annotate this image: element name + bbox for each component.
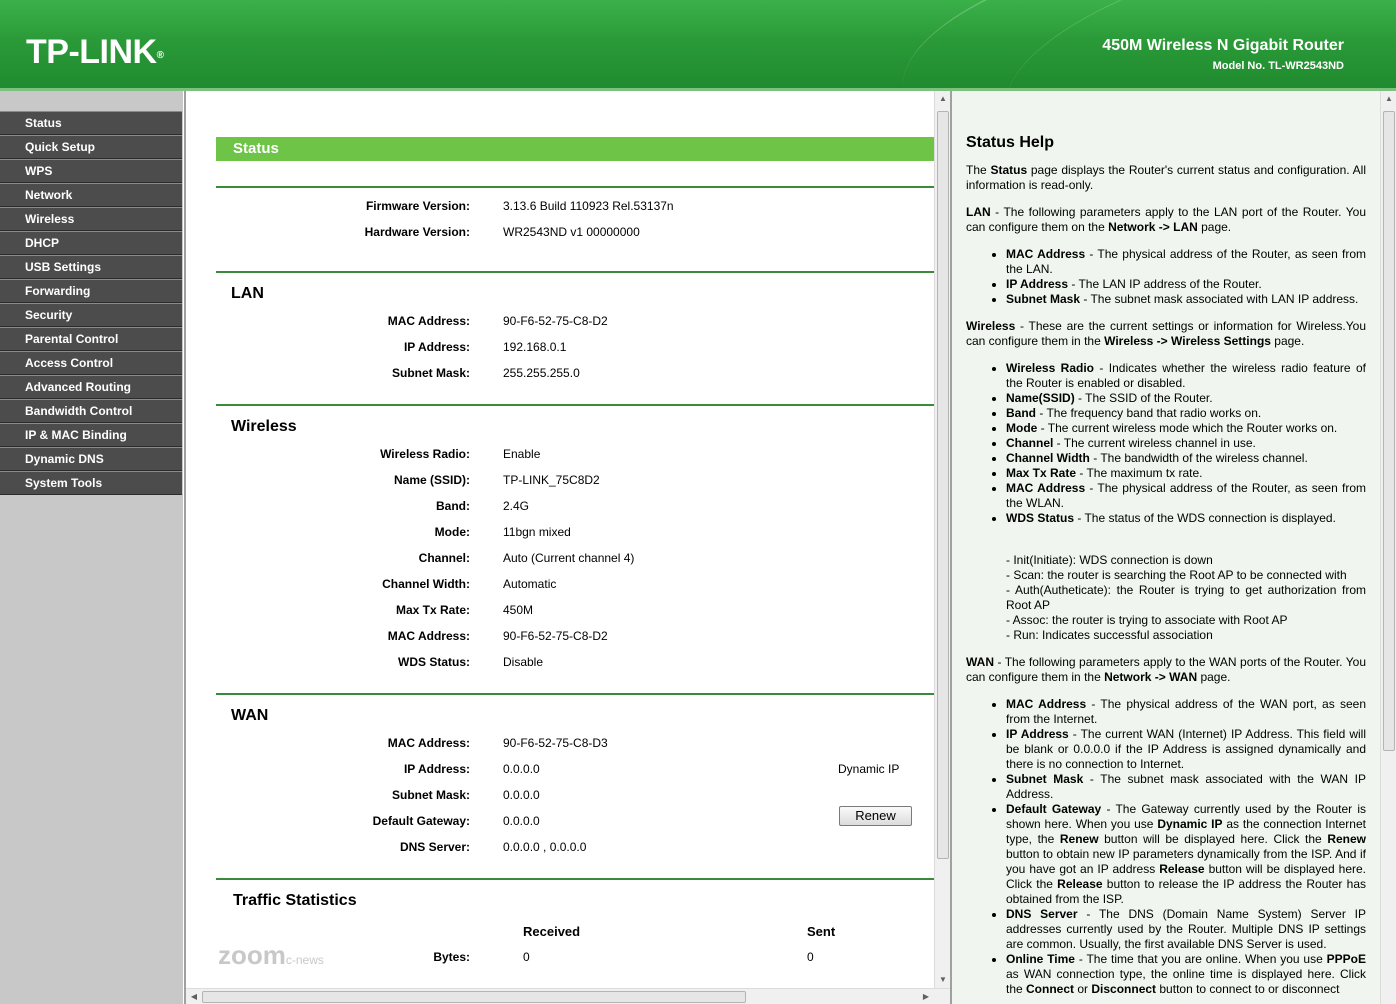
traffic-bytes-label: Bytes:	[433, 950, 470, 964]
wireless-row	[216, 499, 934, 525]
lan-mac-label: MAC Address:	[387, 314, 470, 328]
sidebar-item-wps[interactable]: WPS	[0, 159, 182, 183]
wan-mac-label: MAC Address:	[387, 736, 470, 750]
lan-row	[216, 366, 934, 392]
help-list-item: • Subnet Mask - The subnet mask associated with LAN IP address.	[1006, 292, 1366, 307]
lan-row	[216, 314, 934, 340]
wan-ip-label: IP Address:	[403, 762, 470, 776]
help-wds-state: - Assoc: the router is trying to associate with Root AP	[1006, 613, 1288, 627]
sidebar-item-dhcp[interactable]: DHCP	[0, 231, 182, 255]
hardware-label: Hardware Version:	[364, 225, 470, 239]
help-list-item: • Band - The frequency band that radio works on.	[1006, 406, 1366, 421]
firmware-value: 3.13.6 Build 110923 Rel.53137n	[503, 199, 674, 213]
lan-subnet-label: Subnet Mask:	[391, 366, 470, 380]
wan-row	[216, 762, 934, 788]
traffic-received-header: Received	[523, 924, 581, 939]
scroll-down-arrow-icon[interactable]: ▼	[939, 975, 947, 984]
page-title: Status	[216, 137, 934, 161]
wan-subnet-value: 0.0.0.0	[503, 788, 540, 802]
help-vertical-scrollbar[interactable]	[1380, 91, 1396, 1004]
bytes-received-value: 0	[523, 950, 530, 964]
help-list-item: • WDS Status - The status of the WDS connection is displayed.	[1006, 511, 1366, 526]
sidebar-menu	[0, 91, 183, 1004]
wireless-row	[216, 629, 934, 655]
help-list-item: • Online Time - The time that you are online. When you use PPPoE as WAN connection type, the online time is displayed here. Click the Connect or Disconnect button to connect to or disconnect	[1006, 952, 1366, 997]
help-wds-state: - Auth(Autheticate): the Router is trying to get authorization from Root AP	[1006, 583, 1366, 612]
zoom-watermark	[218, 940, 324, 971]
ssid-label: Name (SSID):	[393, 473, 470, 487]
help-frame	[950, 91, 1396, 1004]
traffic-section-title: Traffic Statistics	[233, 892, 357, 909]
sidebar-item-network[interactable]: Network	[0, 183, 182, 207]
help-list-item: • IP Address - The current WAN (Internet) IP Address. This field will be blank or 0.0.0.0 if the IP Address is assigned dynamically and there is no connection to Internet.	[1006, 727, 1366, 772]
sidebar-item-quick-setup[interactable]: Quick Setup	[0, 135, 182, 159]
sidebar-item-dynamic-dns[interactable]: Dynamic DNS	[0, 447, 182, 471]
wan-row	[216, 808, 934, 840]
bytes-sent-value: 0	[807, 950, 814, 964]
help-list-item: • DNS Server - The DNS (Domain Name System) Server IP addresses currently used by the Router. Multiple DNS IP settings are common. Usually, the first available DNS Server is used.	[1006, 907, 1366, 952]
wireless-mac-value: 90-F6-52-75-C8-D2	[503, 629, 608, 643]
sidebar-item-advanced-routing[interactable]: Advanced Routing	[0, 375, 182, 399]
connection-type: Dynamic IP	[838, 762, 900, 776]
sidebar-item-forwarding[interactable]: Forwarding	[0, 279, 182, 303]
help-wan-list	[1006, 697, 1366, 997]
wan-gateway-value: 0.0.0.0	[503, 814, 540, 828]
sidebar-item-wireless[interactable]: Wireless	[0, 207, 182, 231]
help-list-item: • Name(SSID) - The SSID of the Router.	[1006, 391, 1366, 406]
sidebar-item-security[interactable]: Security	[0, 303, 182, 327]
sidebar-item-parental-control[interactable]: Parental Control	[0, 327, 182, 351]
wireless-section-title: Wireless	[231, 418, 297, 435]
wds-status-value: Disable	[503, 655, 544, 669]
lan-row	[216, 340, 934, 366]
sidebar-item-system-tools[interactable]: System Tools	[0, 471, 182, 495]
scroll-right-arrow-icon[interactable]: ▶	[922, 992, 930, 1001]
wireless-row	[216, 525, 934, 551]
hardware-value: WR2543ND v1 00000000	[503, 225, 640, 239]
sidebar-item-bandwidth-control[interactable]: Bandwidth Control	[0, 399, 182, 423]
help-wds-state: - Run: Indicates successful association	[1006, 628, 1213, 642]
traffic-sent-header: Sent	[807, 924, 836, 939]
model-number: Model No. TL-WR2543ND	[1212, 60, 1344, 72]
wireless-row	[216, 447, 934, 473]
main-frame	[184, 91, 950, 1004]
wireless-mac-label: MAC Address:	[387, 629, 470, 643]
help-list-item: • Wireless Radio - Indicates whether the wireless radio feature of the Router is enabled or disabled.	[1006, 361, 1366, 391]
wireless-row	[216, 577, 934, 603]
help-wan-intro: WAN - The following parameters apply to the WAN ports of the Router. You can configure them in the Network -> WAN page.	[966, 655, 1366, 684]
sidebar-item-access-control[interactable]: Access Control	[0, 351, 182, 375]
help-list-item: • Subnet Mask - The subnet mask associated with the WAN IP Address.	[1006, 772, 1366, 802]
help-lan-list	[1006, 247, 1366, 307]
scroll-thumb[interactable]	[202, 991, 746, 1003]
registered-mark: ®	[156, 50, 164, 61]
wireless-row	[216, 655, 934, 681]
help-list-item: • Channel - The current wireless channel in use.	[1006, 436, 1366, 451]
wireless-row	[216, 551, 934, 577]
help-wds-state: - Init(Initiate): WDS connection is down	[1006, 553, 1213, 567]
wds-status-label: WDS Status:	[398, 655, 470, 669]
help-list-item: • MAC Address - The physical address of the WAN port, as seen from the Internet.	[1006, 697, 1366, 727]
sidebar-item-ip-mac-binding[interactable]: IP & MAC Binding	[0, 423, 182, 447]
wan-mac-value: 90-F6-52-75-C8-D3	[503, 736, 608, 750]
wan-subnet-label: Subnet Mask:	[391, 788, 470, 802]
scroll-left-arrow-icon[interactable]: ◀	[190, 992, 198, 1001]
scroll-up-arrow-icon[interactable]: ▲	[939, 94, 947, 103]
help-lan-intro: LAN - The following parameters apply to the LAN port of the Router. You can configure them on the Network -> LAN page.	[966, 205, 1366, 234]
mode-value: 11bgn mixed	[503, 525, 571, 539]
band-value: 2.4G	[503, 499, 530, 513]
wan-row	[216, 840, 934, 866]
channel-width-value: Automatic	[503, 577, 557, 591]
wan-section-title: WAN	[231, 707, 269, 724]
sidebar-item-usb-settings[interactable]: USB Settings	[0, 255, 182, 279]
tp-link-logo	[26, 34, 163, 70]
mode-label: Mode:	[434, 525, 470, 539]
wan-dns-value: 0.0.0.0 , 0.0.0.0	[503, 840, 587, 854]
scroll-up-arrow-icon[interactable]: ▲	[1385, 94, 1393, 103]
main-vertical-scrollbar[interactable]	[934, 91, 950, 988]
watermark-sub: c-news	[285, 953, 324, 967]
wan-row	[216, 736, 934, 762]
scroll-thumb[interactable]	[937, 111, 949, 859]
help-list-item: • Default Gateway - The Gateway currently used by the Router is shown here. When you use Dynamic IP as the connection Internet type, the Renew button will be displayed here. Click the Renew button to obtain new IP parameters dynamically from the ISP. And if you have got an IP address Release button will be displayed here. Click the Release button to release the IP address the Router has obtained from the ISP.	[1006, 802, 1366, 907]
firmware-row	[216, 199, 934, 225]
help-list-item: • Channel Width - The bandwidth of the wireless channel.	[1006, 451, 1366, 466]
wan-ip-value: 0.0.0.0	[503, 762, 540, 776]
sidebar-item-status[interactable]: Status	[0, 111, 182, 135]
lan-mac-value: 90-F6-52-75-C8-D2	[503, 314, 608, 328]
watermark-text: zoom	[218, 940, 286, 970]
product-name: 450M Wireless N Gigabit Router	[1102, 37, 1344, 54]
header-banner	[0, 0, 1396, 90]
band-label: Band:	[436, 499, 470, 513]
lan-ip-label: IP Address:	[403, 340, 470, 354]
help-wds-state: - Scan: the router is searching the Root AP to be connected with	[1006, 568, 1347, 582]
wan-dns-label: DNS Server:	[399, 840, 470, 854]
wireless-radio-label: Wireless Radio:	[380, 447, 470, 461]
firmware-label: Firmware Version:	[365, 199, 470, 213]
help-list-item: • MAC Address - The physical address of the Router, as seen from the LAN.	[1006, 247, 1366, 277]
help-list-item: • Max Tx Rate - The maximum tx rate.	[1006, 466, 1366, 481]
help-title: Status Help	[966, 134, 1055, 151]
help-list-item: • IP Address - The LAN IP address of the Router.	[1006, 277, 1366, 292]
help-wireless-list	[1006, 361, 1366, 526]
scroll-thumb[interactable]	[1383, 111, 1395, 751]
lan-subnet-value: 255.255.255.0	[503, 366, 580, 380]
help-wds-states	[1006, 538, 1366, 643]
help-wireless-intro: Wireless - These are the current settings or information for Wireless.You can configure them in the Wireless -> Wireless Settings page.	[966, 319, 1366, 348]
max-tx-rate-label: Max Tx Rate:	[395, 603, 470, 617]
ssid-value: TP-LINK_75C8D2	[503, 473, 600, 487]
wan-gateway-label: Default Gateway:	[372, 814, 470, 828]
logo-text: TP-LINK	[26, 33, 157, 71]
wireless-row	[216, 603, 934, 629]
wireless-row	[216, 473, 934, 499]
max-tx-rate-value: 450M	[503, 603, 534, 617]
main-horizontal-scrollbar[interactable]	[186, 988, 950, 1004]
wireless-radio-value: Enable	[503, 447, 541, 461]
channel-width-label: Channel Width:	[382, 577, 470, 591]
help-intro: The Status page displays the Router's current status and configuration. All information is read-only.	[966, 163, 1367, 192]
wan-row	[216, 788, 934, 814]
hardware-row	[216, 225, 934, 251]
help-list-item: • MAC Address - The physical address of the Router, as seen from the WLAN.	[1006, 481, 1366, 511]
lan-ip-value: 192.168.0.1	[503, 340, 567, 354]
channel-value: Auto (Current channel 4)	[503, 551, 635, 565]
channel-label: Channel:	[418, 551, 470, 565]
help-list-item: • Mode - The current wireless mode which the Router works on.	[1006, 421, 1366, 436]
lan-section-title: LAN	[231, 285, 264, 302]
renew-button[interactable]: Renew	[839, 806, 912, 826]
